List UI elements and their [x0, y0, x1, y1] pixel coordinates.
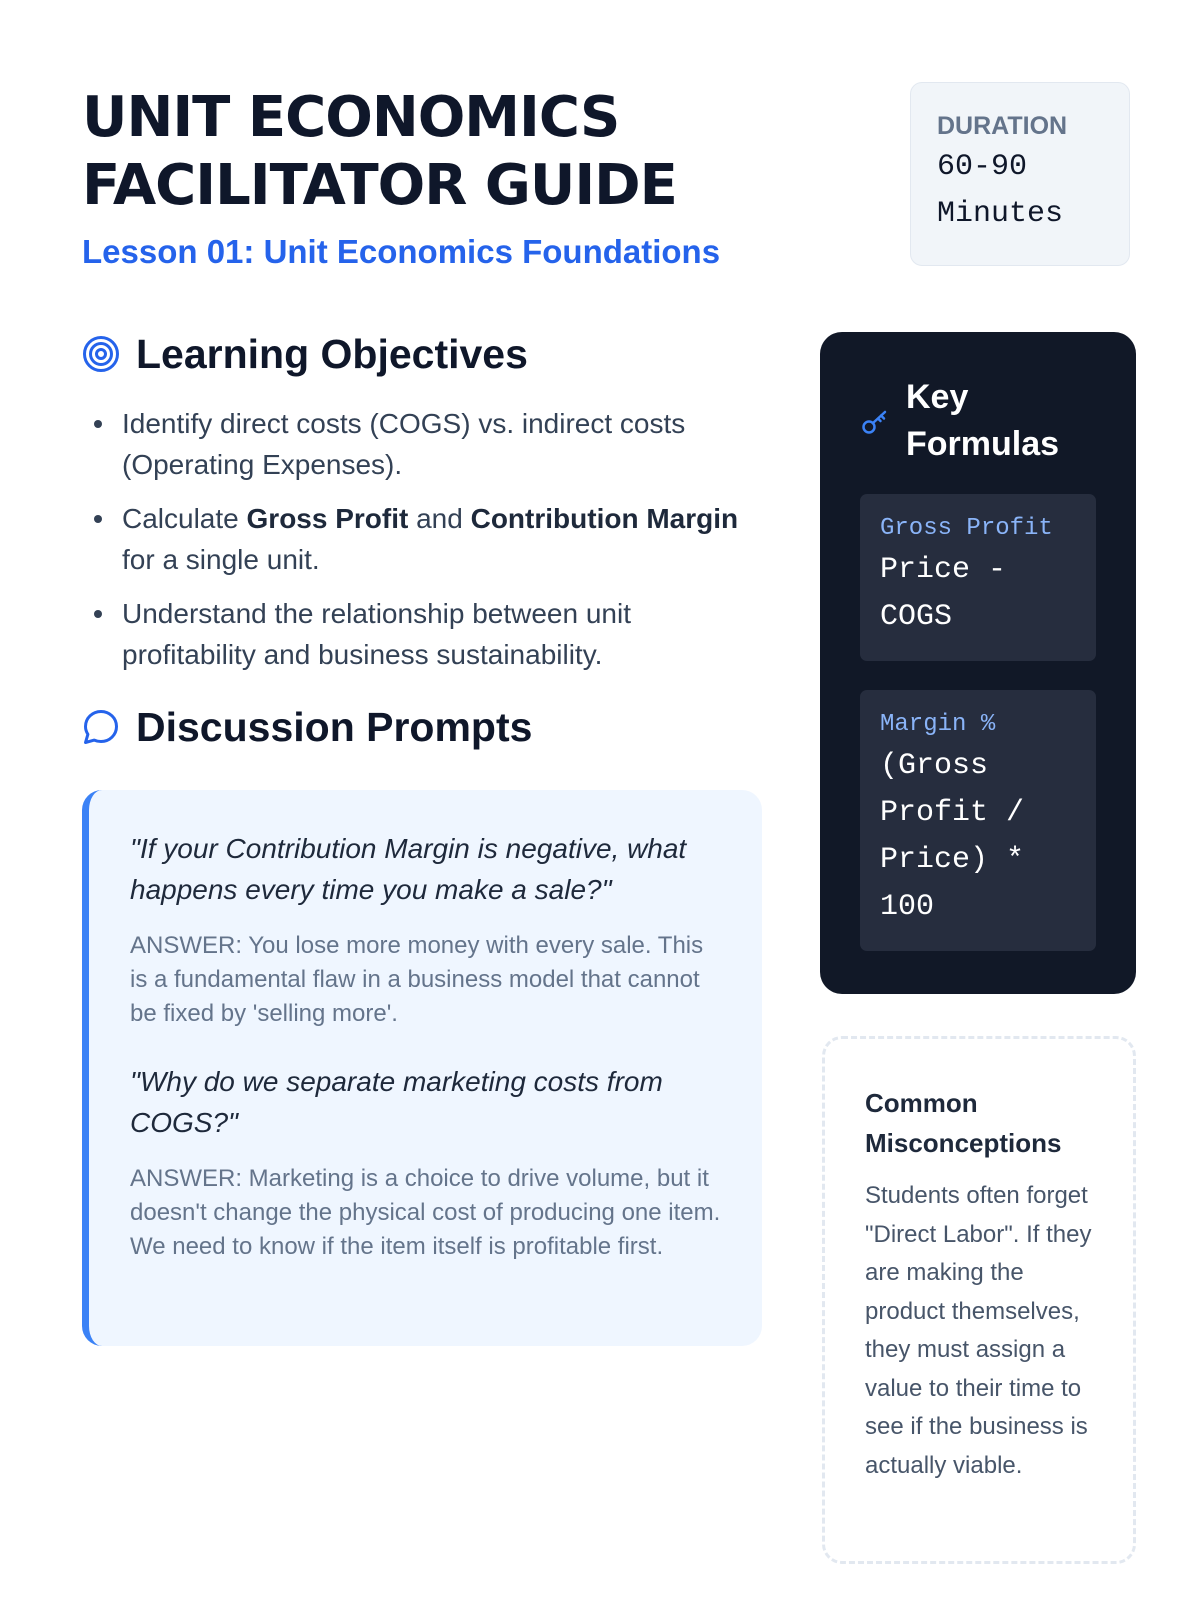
objective-text-post: for a single unit. — [122, 544, 320, 575]
formula-name: Gross Profit — [880, 515, 1053, 542]
discussion-prompts-box — [82, 790, 762, 1346]
prompt-question: "If your Contribution Margin is negative, what happens every time you make a sale?" — [130, 833, 687, 905]
list-item — [90, 593, 750, 675]
learning-objectives-header — [82, 330, 528, 378]
formula-name: Margin % — [880, 711, 996, 738]
key-formulas-heading: Key Formulas — [906, 378, 1060, 463]
formula-expression: (Gross Profit / Price) * 100 — [880, 749, 1025, 924]
prompt-question: "Why do we separate marketing costs from COGS?" — [130, 1066, 663, 1138]
key-formulas-header — [860, 374, 1076, 468]
page-title-line2: FACILITATOR GUIDE — [82, 153, 677, 218]
list-item — [90, 403, 750, 485]
duration-value: 60-90 Minutes — [937, 150, 1064, 231]
misconceptions-heading: Common Misconceptions — [865, 1088, 1062, 1158]
list-item — [90, 498, 750, 580]
target-icon — [82, 335, 120, 373]
misconceptions-body: Students often forget "Direct Labor". If they are making the product themselves, they must assign a value to their time to see if the business is actually viable. — [865, 1182, 1092, 1479]
lesson-subtitle: Lesson 01: Unit Economics Foundations — [82, 233, 721, 270]
key-formulas-card — [820, 332, 1136, 994]
page-title-line1: UNIT ECONOMICS — [82, 85, 620, 150]
page-title — [82, 84, 782, 220]
common-misconceptions-card — [822, 1036, 1136, 1564]
objective-text-mid: and — [408, 503, 471, 534]
discussion-prompts-heading: Discussion Prompts — [136, 704, 533, 750]
key-icon — [860, 406, 890, 436]
objective-term-contribution-margin: Contribution Margin — [470, 503, 739, 534]
formula-box-margin — [860, 690, 1096, 951]
chat-bubble-icon — [82, 708, 120, 746]
objective-text-pre: Calculate — [122, 503, 247, 534]
objectives-list — [90, 403, 750, 688]
discussion-prompts-header — [82, 703, 532, 751]
duration-label: DURATION — [937, 112, 1068, 140]
formula-box-gross-profit — [860, 494, 1096, 661]
formula-expression: Price - COGS — [880, 553, 1007, 634]
prompt-answer: ANSWER: You lose more money with every sale. This is a fundamental flaw in a business model that cannot be fixed by 'selling more'. — [130, 932, 704, 1027]
duration-card — [910, 82, 1130, 266]
objective-text: Understand the relationship between unit profitability and business sustainability. — [122, 598, 632, 670]
objective-text: Identify direct costs (COGS) vs. indirect costs (Operating Expenses). — [122, 408, 686, 480]
prompt-answer: ANSWER: Marketing is a choice to drive volume, but it doesn't change the physical cost of producing one item. We need to know if the item itself is profitable first. — [130, 1165, 721, 1260]
objective-term-gross-profit: Gross Profit — [246, 503, 409, 534]
learning-objectives-heading: Learning Objectives — [136, 331, 528, 377]
